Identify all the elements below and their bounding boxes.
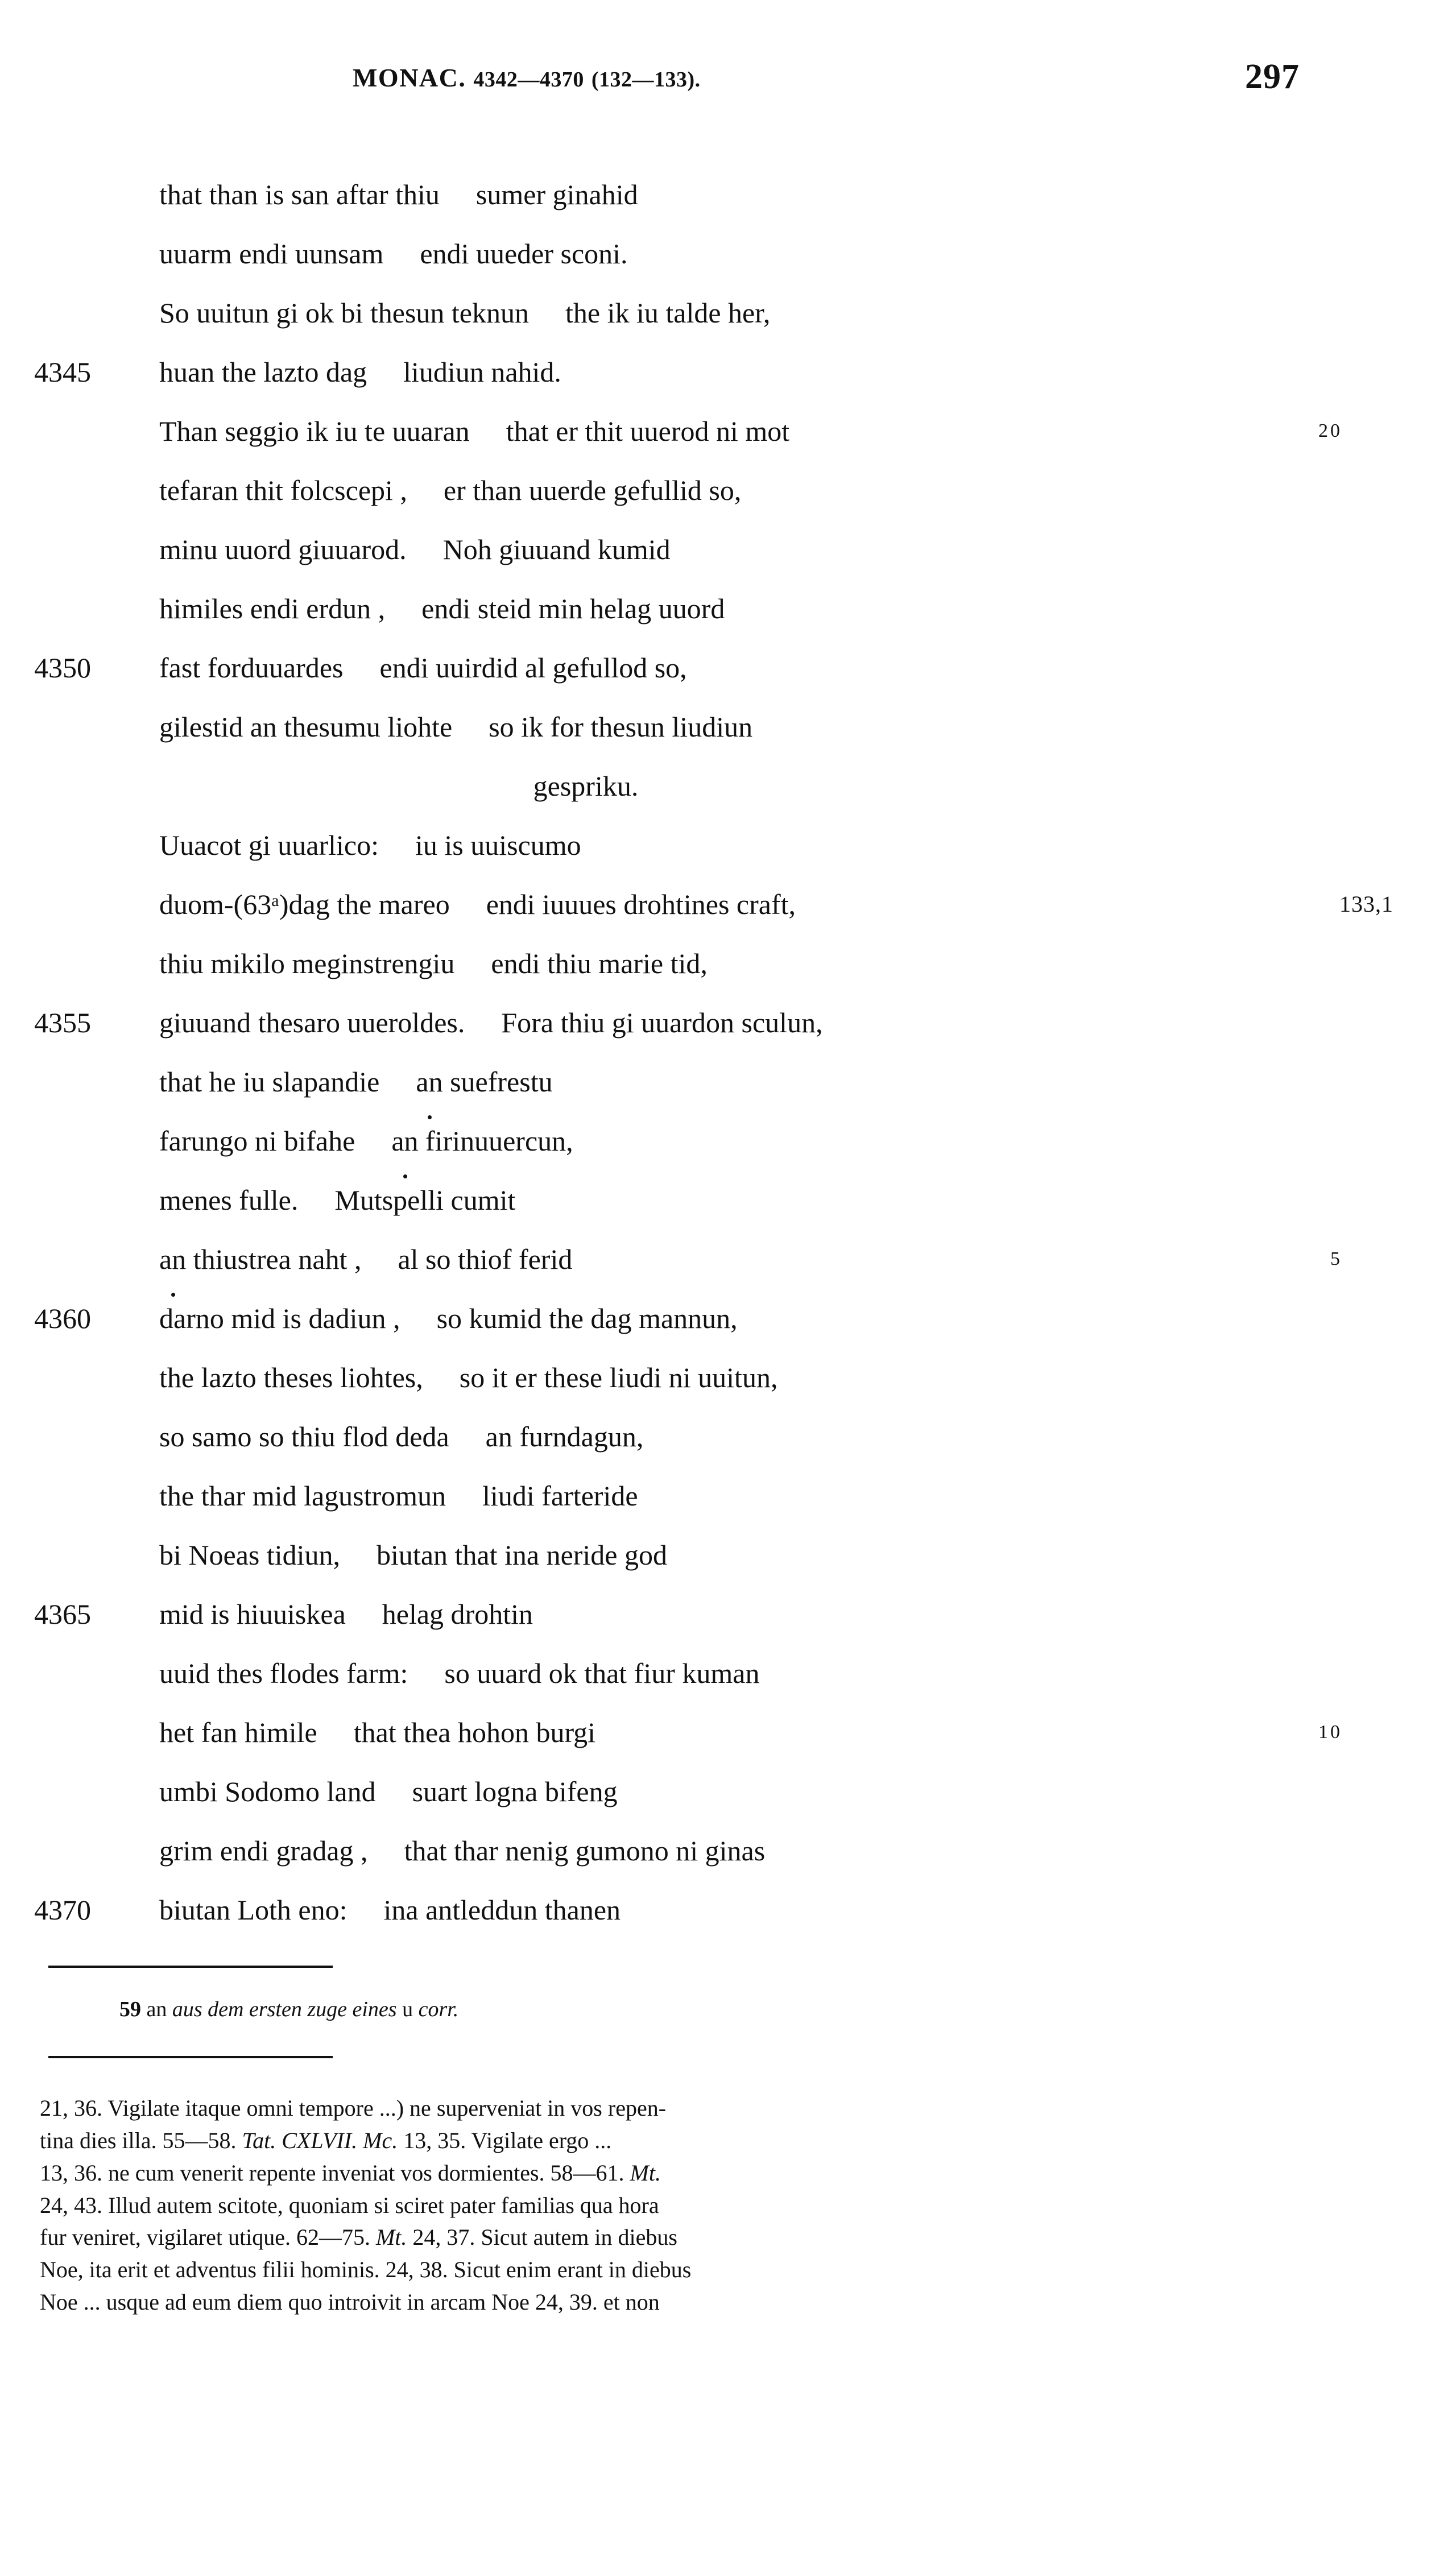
verse-line [0, 283, 1456, 342]
verse-halfline-a: Uuacot gi uuarlico: [159, 829, 379, 861]
verse-line [0, 402, 1456, 461]
verse-halfline-b: an firinuuercun, [391, 1125, 573, 1157]
verse-halfline-a: gilestid an thesumu liohte [159, 711, 453, 743]
scripture-siglum: Mt. [375, 2224, 407, 2250]
verse-line-text [159, 520, 671, 579]
verse-halfline-b: the ik iu talde her, [565, 297, 771, 329]
verse-halfline-b: that thar nenig gumono ni ginas [404, 1835, 766, 1867]
running-head-title [353, 63, 701, 93]
verse-line [0, 342, 1456, 402]
underdot-diacritic: an [391, 1111, 418, 1170]
source-note-line: fur veniret, vigilaret utique. 62—75. Mt. 24, 37. Sicut autem in diebus [40, 2224, 677, 2250]
verse-line [0, 1466, 1456, 1525]
verse-line-number: 4355 [34, 1007, 91, 1039]
verse-line [0, 1584, 1456, 1644]
verse-line [0, 1111, 1456, 1170]
marginal-verse-marker: 133,1 [1339, 891, 1393, 917]
verse-halfline-a: huan the lazto dag [159, 356, 367, 388]
verse-line-text [159, 875, 796, 934]
verse-body [0, 165, 1456, 1939]
verse-line-number: 4350 [34, 652, 91, 684]
verse-halfline-a: So uuitun gi ok bi thesun teknun [159, 297, 529, 329]
verse-line [0, 1289, 1456, 1348]
verse-line [0, 1880, 1456, 1939]
verse-line-text [159, 402, 789, 461]
verse-line-text [159, 1762, 618, 1821]
verse-halfline-b: ina antleddun thanen [383, 1894, 621, 1926]
verse-line-text [159, 342, 561, 402]
verse-line-text [159, 1348, 777, 1407]
verse-line-text [159, 1821, 765, 1880]
verse-halfline-b: liudi farteride [482, 1480, 638, 1512]
source-note-line: 21, 36. Vigilate itaque omni tempore ...) ne superveniat in vos repen- [40, 2095, 667, 2121]
verse-line [0, 697, 1456, 756]
verse-halfline-a: grim endi gradag , [159, 1835, 368, 1867]
verse-line-text [159, 993, 823, 1052]
verse-halfline-b: liudiun nahid. [403, 356, 561, 388]
verse-halfline-a: so samo so thiu flod deda [159, 1421, 449, 1453]
marginal-verse-marker: 20 [1318, 420, 1342, 441]
footnote-comment-tail: corr. [418, 1997, 459, 2021]
verse-halfline-b: that thea hohon burgi [353, 1716, 596, 1748]
verse-halfline-a: duom-(63ᵃ)dag the mareo [159, 888, 450, 920]
verse-halfline-b: Fora thiu gi uuardon sculun, [501, 1007, 823, 1039]
verse-halfline-b: iu is uuiscumo [415, 829, 581, 861]
footnote-line-number: 59 [119, 1997, 141, 2021]
verse-halfline-a: farungo ni bifahe [159, 1125, 355, 1157]
verse-line-text [159, 1230, 572, 1289]
source-note-line: 13, 36. ne cum venerit repente inveniat vos dormientes. 58—61. Mt. [40, 2159, 661, 2186]
verse-halfline-b: so kumid the dag mannun, [436, 1302, 738, 1334]
verse-line-text [159, 816, 581, 875]
verse-line-text [159, 283, 770, 342]
verse-line-text [159, 1111, 573, 1170]
verse-line-text [159, 638, 687, 697]
verse-halfline-b: endi thiu marie tid, [491, 948, 708, 979]
verse-halfline-a: the thar mid lagustromun [159, 1480, 446, 1512]
verse-halfline-a: mid is hiuuiskea [159, 1598, 346, 1630]
verse-halfline-a: himiles endi erdun , [159, 593, 386, 624]
verse-halfline-a: darno mid is dadiun , [159, 1302, 400, 1334]
verse-line [0, 993, 1456, 1052]
source-note-line: tina dies illa. 55—58. Tat. CXLVII. Mc. 13, 35. Vigilate ergo ... [40, 2128, 612, 2154]
verse-halfline-a: Than seggio ik iu te uuaran [159, 415, 470, 447]
verse-line-text [159, 224, 628, 283]
source-note-line: Noe, ita erit et adventus filii hominis. 24, 38. Sicut enim erant in diebus [40, 2257, 692, 2283]
underdot-diacritic: an [159, 1230, 186, 1289]
verse-line-text [159, 1466, 638, 1525]
verse-halfline-a: bi Noeas tidiun, [159, 1539, 341, 1571]
verse-halfline-a: menes fulle. [159, 1184, 299, 1216]
verse-line [0, 520, 1456, 579]
verse-line-number: 4365 [34, 1598, 91, 1630]
verse-halfline-b: so uuard ok that fiur kuman [444, 1657, 760, 1689]
verse-line [0, 579, 1456, 638]
verse-line-text [159, 1703, 595, 1762]
verse-halfline-a: giuuand thesaro uueroldes. [159, 1007, 465, 1039]
verse-line-text [159, 1289, 738, 1348]
verse-line-text [159, 1584, 533, 1644]
scripture-siglum: Mc. [363, 2128, 398, 2154]
verse-halfline-b: helag drohtin [382, 1598, 533, 1630]
verse-line [0, 224, 1456, 283]
verse-halfline-b: that er thit uuerod ni mot [506, 415, 790, 447]
verse-halfline-a: the lazto theses liohtes, [159, 1362, 423, 1393]
verse-halfline-b: Noh giuuand kumid [442, 533, 671, 565]
verse-line-text [159, 1644, 759, 1703]
verse-halfline-b: endi uuirdid al gefullod so, [379, 652, 687, 684]
document-page [0, 57, 1456, 2565]
verse-line [0, 1348, 1456, 1407]
verse-halfline-b: Mutspelli cumit [334, 1184, 516, 1216]
source-note-line: 24, 43. Illud autem scitote, quoniam si sciret pater familias qua hora [40, 2192, 659, 2218]
verse-line-text [159, 1170, 515, 1230]
verse-line [0, 1703, 1456, 1762]
verse-halfline-a: uuid thes flodes farm: [159, 1657, 408, 1689]
verse-halfline-b: endi uueder sconi. [420, 238, 628, 270]
verse-halfline-a: an thiustrea naht , [159, 1243, 361, 1275]
verse-halfline-a: umbi Sodomo land [159, 1776, 376, 1807]
verse-halfline-a: fast forduuardes [159, 652, 344, 684]
verse-line [0, 816, 1456, 875]
running-head [0, 57, 1456, 142]
marginal-verse-marker: 10 [1318, 1722, 1342, 1743]
verse-range: 4342—4370 [473, 68, 584, 92]
verse-line-text [159, 1052, 553, 1111]
verse-line-text [159, 697, 752, 756]
verse-line [0, 1170, 1456, 1230]
verse-halfline-a: minu uuord giuuarod. [159, 533, 407, 565]
verse-line [0, 165, 1456, 224]
verse-line-number: 4345 [34, 356, 91, 388]
verse-halfline-b: biutan that ina neride god [377, 1539, 667, 1571]
verse-line [0, 875, 1456, 934]
verse-line-text [159, 934, 708, 993]
verse-halfline-a: uuarm endi uunsam [159, 238, 384, 270]
verse-line [0, 1525, 1456, 1584]
verse-halfline-b: an furndagun, [485, 1421, 644, 1453]
folio-range: (132—133). [591, 68, 701, 92]
verse-line-number: 4360 [34, 1302, 91, 1334]
marginal-verse-marker: 5 [1330, 1248, 1342, 1269]
verse-line-text [159, 1525, 667, 1584]
verse-halfline-b: endi steid min helag uuord [421, 593, 725, 624]
verse-line [0, 1230, 1456, 1289]
footnote-lemma: an [146, 1997, 167, 2021]
verse-line [0, 1052, 1456, 1111]
verse-halfline-a: tefaran thit folcscepi , [159, 474, 407, 506]
verse-halfline-b: endi iuuues drohtines craft, [486, 888, 796, 920]
scripture-siglum: Tat. CXLVII. [242, 2128, 358, 2154]
underdot-diacritic: an [416, 1052, 442, 1111]
verse-halfline-b: sumer ginahid [475, 179, 638, 210]
verse-line-text [159, 579, 725, 638]
verse-line [0, 1644, 1456, 1703]
verse-halfline-a: that than is san aftar thiu [159, 179, 440, 210]
verse-line [0, 1821, 1456, 1880]
verse-halfline-a: that he iu slapandie [159, 1066, 380, 1098]
verse-line [0, 756, 1456, 816]
verse-line [0, 1407, 1456, 1466]
page-number: 297 [1245, 57, 1300, 96]
footnote-apparatus [119, 1995, 1456, 2024]
verse-halfline-b: so ik for thesun liudiun [489, 711, 753, 743]
verse-halfline-b: an suefrestu [416, 1066, 552, 1098]
latin-source-notes [40, 2092, 1416, 2319]
scripture-siglum: Mt. [630, 2159, 661, 2186]
verse-line-text [159, 1880, 621, 1939]
verse-line [0, 1762, 1456, 1821]
verse-line [0, 934, 1456, 993]
verse-halfline-a: biutan Loth eno: [159, 1894, 348, 1926]
verse-halfline-b: al so thiof ferid [398, 1243, 573, 1275]
verse-halfline-a: thiu mikilo meginstrengiu [159, 948, 455, 979]
footnote-comment-italic: aus dem ersten zuge eines [172, 1997, 397, 2021]
verse-halfline-b: er than uuerde gefullid so, [443, 474, 742, 506]
verse-line-text: gespriku. [533, 770, 639, 802]
footnote-comment-roman: u [402, 1997, 413, 2021]
verse-halfline-b: so it er these liudi ni uuitun, [459, 1362, 778, 1393]
manuscript-siglum: MONAC. [353, 63, 466, 92]
verse-line [0, 638, 1456, 697]
verse-line [0, 461, 1456, 520]
verse-line-number: 4370 [34, 1894, 91, 1926]
verse-line-text [159, 1407, 643, 1466]
verse-line-text [159, 461, 741, 520]
verse-halfline-a: het fan himile [159, 1716, 317, 1748]
source-note-line: Noe ... usque ad eum diem quo introivit in arcam Noe 24, 39. et non [40, 2289, 660, 2315]
verse-line-text [159, 165, 638, 224]
verse-halfline-b: suart logna bifeng [412, 1776, 618, 1807]
